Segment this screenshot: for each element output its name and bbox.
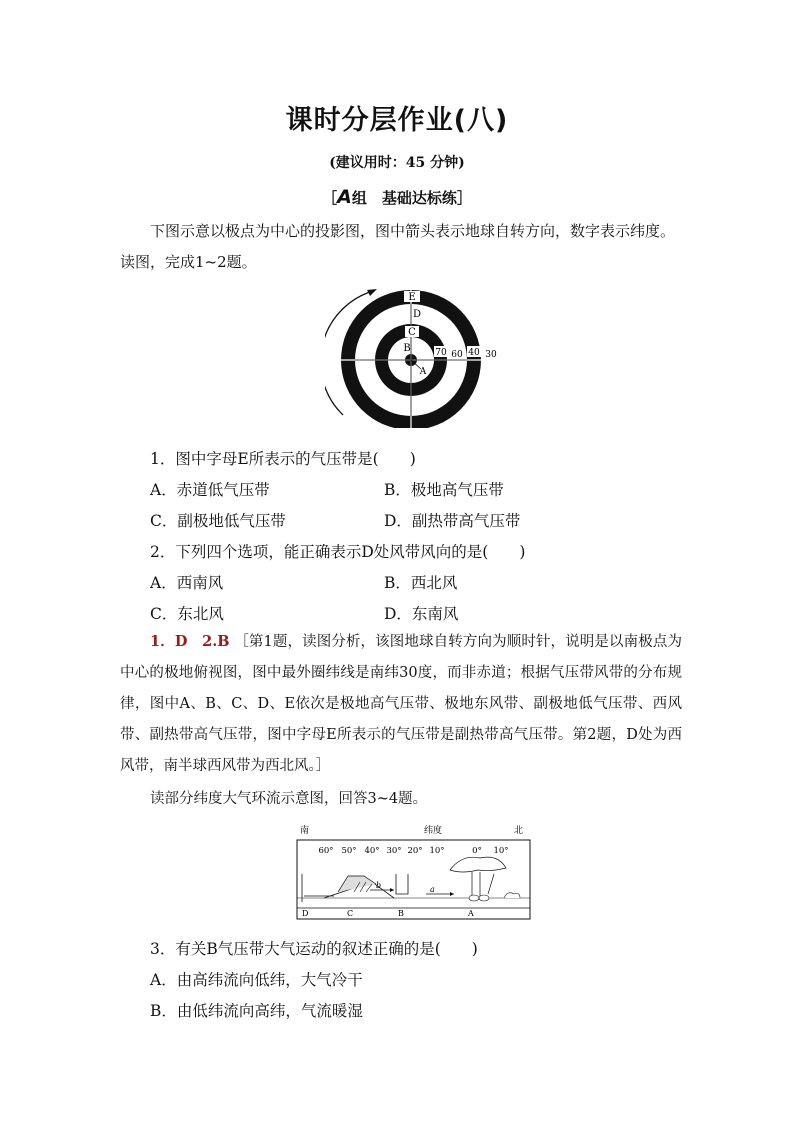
polar-projection-figure bbox=[325, 283, 505, 428]
group-letter: A bbox=[337, 186, 352, 208]
q2-option-a: A．西南风 bbox=[150, 574, 224, 592]
q1-option-b: B．极地高气压带 bbox=[384, 481, 504, 499]
lat-tick-label: 0° bbox=[472, 846, 482, 856]
label-C: C bbox=[408, 327, 416, 338]
answer-explanation: 1．D 2.B ［第1题，读图分析，该图地球自转方向为顺时针，说明是以南极点为中心的极地俯视图，图中最外圈纬线是南纬30度，而非赤道；根据气压带风带的分布规律，图中A、B、C、D、E依次是极地高气压带、极地东风带、副极地低气压带、西风带、副热带高气压带，图中字母E所表示的气压带是副热带高气压带。第2题，D处为西风带，南半球西风带为西北风。］ bbox=[120, 633, 682, 774]
q3-option-b: B．由低纬流向高纬，气流暖湿 bbox=[150, 1002, 363, 1020]
q2-option-d: D．东南风 bbox=[384, 605, 459, 623]
label-B: B bbox=[403, 343, 411, 354]
q2-stem: 2．下列四个选项，能正确表示D处风带风向的是( ) bbox=[150, 543, 526, 561]
lat-70: 70 bbox=[435, 348, 447, 358]
label-A: A bbox=[419, 367, 427, 377]
label-D: D bbox=[412, 309, 422, 320]
intro-paragraph-2: 读部分纬度大气环流示意图，回答3~4题。 bbox=[150, 791, 428, 807]
label-north: 北 bbox=[514, 826, 524, 836]
q2-option-b: B．西北风 bbox=[384, 574, 458, 592]
lat-tick-label: 40° bbox=[364, 846, 380, 856]
q1-stem: 1．图中字母E所表示的气压带是( ) bbox=[150, 450, 416, 468]
zone-A: A bbox=[468, 909, 474, 918]
q1-option-c: C．副极地低气压带 bbox=[150, 512, 286, 530]
lat-tick-label: 20° bbox=[407, 846, 423, 856]
label-b: b bbox=[376, 881, 382, 890]
lat-tick-label: 50° bbox=[341, 846, 357, 856]
q1-option-a: A．赤道低气压带 bbox=[150, 481, 270, 499]
q2-option-c: C．东北风 bbox=[150, 605, 224, 623]
lat-tick-label: 30° bbox=[386, 846, 402, 856]
intro-paragraph-1: 下图示意以极点为中心的投影图，图中箭头表示地球自转方向，数字表示纬度。读图，完成1~2题。 bbox=[120, 222, 676, 271]
answer-key: 1．D 2.B bbox=[150, 633, 230, 650]
zone-B: B bbox=[398, 909, 404, 918]
label-a: a bbox=[430, 885, 435, 894]
lat-60: 60 bbox=[451, 350, 463, 360]
q3-stem: 3．有关B气压带大气运动的叙述正确的是( ) bbox=[150, 940, 478, 958]
zone-C: C bbox=[347, 909, 354, 918]
circulation-figure bbox=[294, 822, 534, 922]
suggested-time: (建议用时：45 分钟) bbox=[329, 155, 465, 171]
q3-option-a: A．由高纬流向低纬，大气冷干 bbox=[150, 971, 363, 989]
lat-30: 30 bbox=[485, 350, 497, 360]
zone-D: D bbox=[302, 909, 309, 918]
page-title: 课时分层作业(八) bbox=[285, 105, 509, 136]
label-E: E bbox=[408, 292, 416, 303]
q1-option-d: D．副热带高气压带 bbox=[384, 512, 521, 530]
label-south: 南 bbox=[300, 826, 310, 836]
lat-40: 40 bbox=[468, 348, 480, 358]
label-lat-title: 纬度 bbox=[424, 826, 443, 836]
lat-tick-label: 10° bbox=[493, 846, 509, 856]
lat-tick-label: 60° bbox=[318, 846, 334, 856]
rotation-arrow-head bbox=[367, 289, 377, 296]
lat-tick-label: 10° bbox=[429, 846, 445, 856]
group-heading: ［A组 基础达标练］ bbox=[322, 186, 472, 208]
